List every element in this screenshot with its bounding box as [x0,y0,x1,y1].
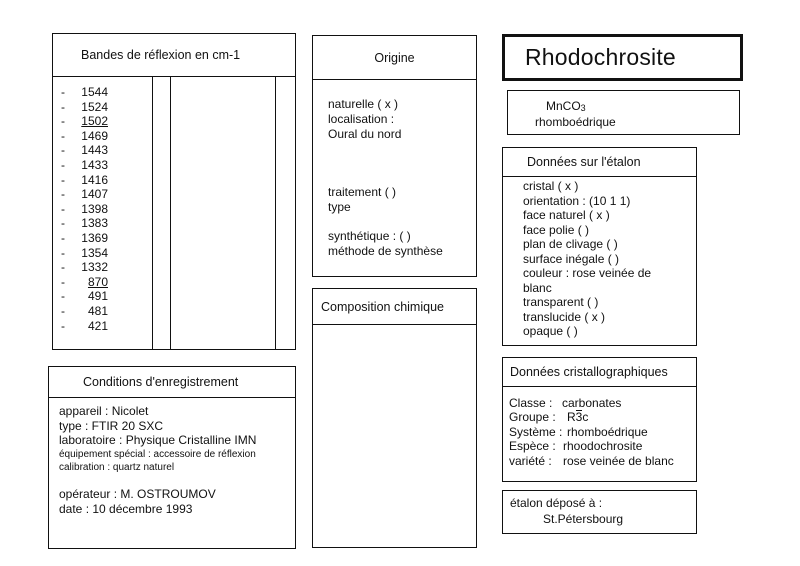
bands-divider-3 [275,77,276,350]
formula-subscript: 3 [580,103,586,113]
band-dash: - [61,187,65,202]
bands-panel [52,33,296,350]
origine-methode: méthode de synthèse [328,244,443,258]
band-value: 1398 [81,201,108,216]
title-box [502,34,743,81]
band-dash: - [61,158,65,172]
conditions-appareil: appareil : Nicolet [59,404,149,418]
origine-naturelle: naturelle ( x ) [328,97,399,111]
band-value: 1544 [81,85,108,99]
composition-header-label: Composition chimique [321,299,444,314]
etalon-line: orientation : (10 1 1) [523,193,631,208]
cristallo-espece-label: Espèce : [509,439,556,453]
cristallo-variete-value: rose veinée de blanc [563,454,674,468]
cristallo-header-label: Données cristallographiques [510,365,668,379]
origine-type: type [328,200,351,214]
conditions-equipement: équipement spécial : accessoire de réflexion [59,449,256,460]
band-value: 1354 [81,245,108,260]
band-dash: - [61,128,65,143]
origine-traitement: traitement ( ) [328,185,397,199]
band-value: 421 [87,318,108,333]
etalon-line: plan de clivage ( ) [523,237,618,251]
cristallo-systeme-label: Système : [509,425,563,439]
band-dash: - [61,231,65,245]
etalon-line: transparent ( ) [523,295,599,309]
origine-header [313,36,476,80]
band-dash: - [61,289,65,304]
conditions-operateur: opérateur : M. OSTROUMOV [59,487,216,501]
cristallo-panel [502,357,697,482]
band-value: 1416 [81,172,108,187]
conditions-type: type : FTIR 20 SXC [59,419,164,433]
depot-label: étalon déposé à : [510,496,603,510]
band-dash: - [61,304,65,318]
etalon-line: face naturel ( x ) [523,208,610,222]
band-value: 1433 [81,158,108,172]
band-dash: - [61,216,65,231]
band-dash: - [61,274,65,289]
origine-localisation: localisation : [328,112,395,126]
bands-header [53,34,295,77]
formula [546,99,586,116]
formula-base: MnCO [546,99,581,113]
band-value: 1502 [81,114,108,129]
band-value: 1383 [81,216,108,231]
band-dash: - [61,99,65,114]
band-dash: - [61,85,65,99]
band-value: 481 [87,304,108,318]
conditions-date: date : 10 décembre 1993 [59,502,193,516]
band-value: 1369 [81,231,108,245]
space-group-bar [576,410,582,411]
band-dash: - [61,172,65,187]
formula-box [507,90,740,135]
origine-header-label: Origine [374,50,415,65]
conditions-laboratoire: laboratoire : Physique Cristalline IMN [59,433,257,447]
origine-synthetique: synthétique : ( ) [328,229,411,243]
band-dash: - [61,201,65,216]
band-value: 1524 [81,99,108,114]
bands-divider-2 [170,77,171,350]
conditions-calibration: calibration : quartz naturel [59,462,175,473]
etalon-line: couleur : rose veinée de [523,266,652,280]
band-value: 1443 [81,143,108,158]
etalon-header-label: Données sur l'étalon [527,155,641,169]
etalon-line: cristal ( x ) [523,179,579,193]
band-value: 1332 [81,260,108,275]
band-dash: - [61,318,65,333]
band-dash: - [61,143,65,158]
space-group-value: R3c [567,410,589,424]
composition-panel [312,288,477,548]
cristallo-espece-value: rhoodochrosite [563,439,643,453]
band-value: 870 [87,274,108,289]
cristallo-groupe-label: Groupe : [509,410,556,424]
etalon-line: face polie ( ) [523,222,590,237]
cristallo-systeme-value: rhomboédrique [567,425,648,439]
cristallo-variete-label: variété : [509,454,552,468]
bands-header-label: Bandes de réflexion en cm-1 [81,48,241,62]
composition-header [313,289,476,325]
band-value: 1469 [81,128,108,143]
etalon-line: blanc [523,280,552,295]
cristallo-classe-label: Classe : [509,396,553,410]
etalon-line: surface inégale ( ) [523,251,620,266]
origine-panel [312,35,477,277]
etalon-line: opaque ( ) [523,324,578,338]
cristallo-classe-value: carbonates [562,396,622,410]
conditions-header [49,367,295,398]
band-dash: - [61,260,65,275]
band-value: 491 [87,289,108,304]
band-dash: - [61,114,65,129]
band-dash: - [61,245,65,260]
conditions-panel [48,366,296,549]
etalon-header [503,148,696,177]
formula-system: rhomboédrique [535,115,616,129]
depot-lieu: St.Pétersbourg [543,512,624,526]
bands-divider-1 [152,77,153,350]
band-value: 1407 [81,187,108,202]
origine-lieu: Oural du nord [328,127,402,141]
conditions-header-label: Conditions d'enregistrement [83,375,239,389]
etalon-panel [502,147,697,346]
etalon-line: translucide ( x ) [523,309,606,324]
depot-panel [502,490,697,534]
cristallo-groupe-value [567,410,588,425]
page-title: Rhodochrosite [525,44,676,70]
cristallo-header [503,358,696,387]
